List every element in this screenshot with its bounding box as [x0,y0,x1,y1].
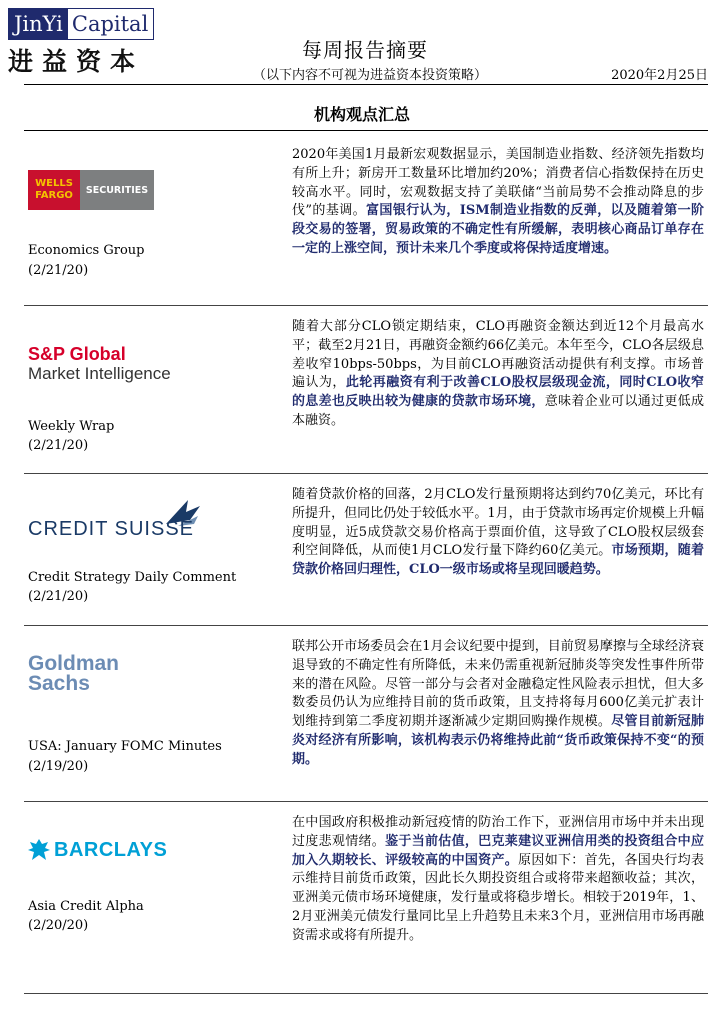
row-source-panel [24,134,274,304]
cs-logo-text: CREDIT SUISSE [28,518,194,540]
page-title: 每周报告摘要 [302,38,428,62]
summary-plain: 随着贷款价格的回落，2月CLO发行量预期将达到约70亿美元，环比有所提升，但同比仍处于较低水平。1月，由于贷款市场再定价规模上升幅度明显，近5成贷款交易价格高于票面价值，这导致了CLO股权层级套利空间降低，从而使1月CLO发行量下降约60亿美元。 [292,487,704,559]
source-name: Economics Group [28,243,145,258]
sp-logo-line1: S&P Global [28,344,126,364]
goldman-sachs-logo [28,654,119,694]
page-subtitle: （以下内容不可视为进益资本投资策略） [252,68,487,83]
summary-plain: 在中国政府积极推动新冠疫情的防治工作下，亚洲信用市场中并未出现过度悲观情绪。 [292,815,704,849]
source-name: USA: January FOMC Minutes [28,739,222,754]
source-name: Credit Strategy Daily Comment [28,570,237,585]
summary-highlight: 此轮再融资有利于改善CLO股权层级现金流，同时CLO收窄的息差也反映出较为健康的贷款市场环境， [292,375,704,410]
row-credit-suisse [24,474,718,624]
row-source-panel [24,474,274,624]
wf-logo-line3: SECURITIES [85,184,149,196]
source-date: (2/21/20) [28,263,89,278]
source-date: (2/20/20) [28,918,89,933]
row-source-panel [24,626,274,800]
credit-suisse-logo [28,500,228,540]
summary-highlight: 尽管目前新冠肺炎对经济有所影响，该机构表示仍将维持此前“货币政策保持不变“的预期。 [292,714,704,767]
wf-logo-line2: FARGO [35,190,73,201]
source-name: Weekly Wrap [28,419,115,434]
row-divider [24,993,708,994]
row-sp-global [24,306,718,472]
summary-text [292,318,704,431]
summary-text [292,638,704,770]
summary-plain: 联邦公开市场委员会在1月会议纪要中提到，目前贸易摩擦与全球经济衰退导致的不确定性有所降低，未来仍需重视新冠肺炎等突发性事件所带来的潜在风险。尽管一部分与会者对金融稳定性风险表示担忧，但大多数委员仍认为应维持目前的货币政策，且支持将每月600亿美元扩表计划维持到第二季度初期并逐渐减少定期回购操作规模。 [292,639,704,730]
logo-chinese-text: 进益资本 [8,47,145,76]
row-barclays [24,802,718,992]
summary-plain: 2020年美国1月最新宏观数据显示，美国制造业指数、经济领先指数均有所上升；新房开工数量环比增加约20%；消费者信心指数保持在历史较高水平。同时，宏观数据支持了美联储“当前局势不会推动降息的步伐”的基调。 [292,147,704,219]
source-date: (2/19/20) [28,759,89,774]
row-source-panel [24,802,274,992]
source-date: (2/21/20) [28,589,89,604]
row-source-panel [24,306,274,472]
section-rule [24,130,708,131]
gs-logo-line1: Goldman [28,652,120,675]
source-date: (2/21/20) [28,438,89,453]
eagle-icon [28,838,50,862]
gs-logo-line2: Sachs [28,672,90,695]
wells-fargo-logo [28,170,154,210]
summary-plain: 随着大部分CLO锁定期结束，CLO再融资金额达到近12个月最高水平；截至2月21日，再融资金额约66亿美元。本年至今，CLO各层级息差收窄10bps-50bps，为目前CLO再融资活动提供有利支撑。市场普遍认为， [292,319,704,391]
barclays-logo [28,838,167,862]
source-name: Asia Credit Alpha [28,899,144,914]
header-rule [24,84,708,85]
summary-highlight: 富国银行认为，ISM制造业指数的反弹，以及随着第一阶段交易的签署，贸易政策的不确定性有所缓解，表明核心商品订单存在一定的上涨空间，预计未来几个季度或将保持适度增速。 [292,203,704,256]
summary-text [292,486,704,580]
logo-jinyi-text: JinYi [9,9,68,39]
barclays-logo-text: BARCLAYS [54,838,168,861]
wf-logo-line1: WELLS [35,178,73,189]
sp-global-logo [28,344,171,384]
summary-after: 意味着企业可以通过更低成本融资。 [292,394,704,428]
summary-text [292,814,704,946]
row-goldman-sachs [24,626,718,800]
report-date: 2020年2月25日 [611,68,708,83]
summary-text [292,146,704,259]
section-title: 机构观点汇总 [313,105,410,124]
jinyi-capital-logo [8,8,154,76]
summary-highlight: 鉴于当前估值，巴克莱建议亚洲信用类的投资组合中应加入久期较长、评级较高的中国资产。 [292,833,704,868]
sp-logo-line2: Market Intelligence [28,364,171,383]
logo-capital-text: Capital [71,12,149,36]
summary-highlight: 市场预期，随着贷款价格回归理性，CLO一级市场或将呈现回暖趋势。 [292,543,704,578]
summary-after: 原因如下：首先，各国央行均表示维持目前货币政策，因此长久期投资组合或将带来超额收益；其次，亚洲美元债市场环境健康，发行量或将稳步增长。相较于2019年，1、2月亚洲美元债发行量同比呈上升趋势且未来3个月，亚洲信用市场再融资需求或将有所提升。 [292,852,704,943]
row-wells-fargo [24,134,718,304]
